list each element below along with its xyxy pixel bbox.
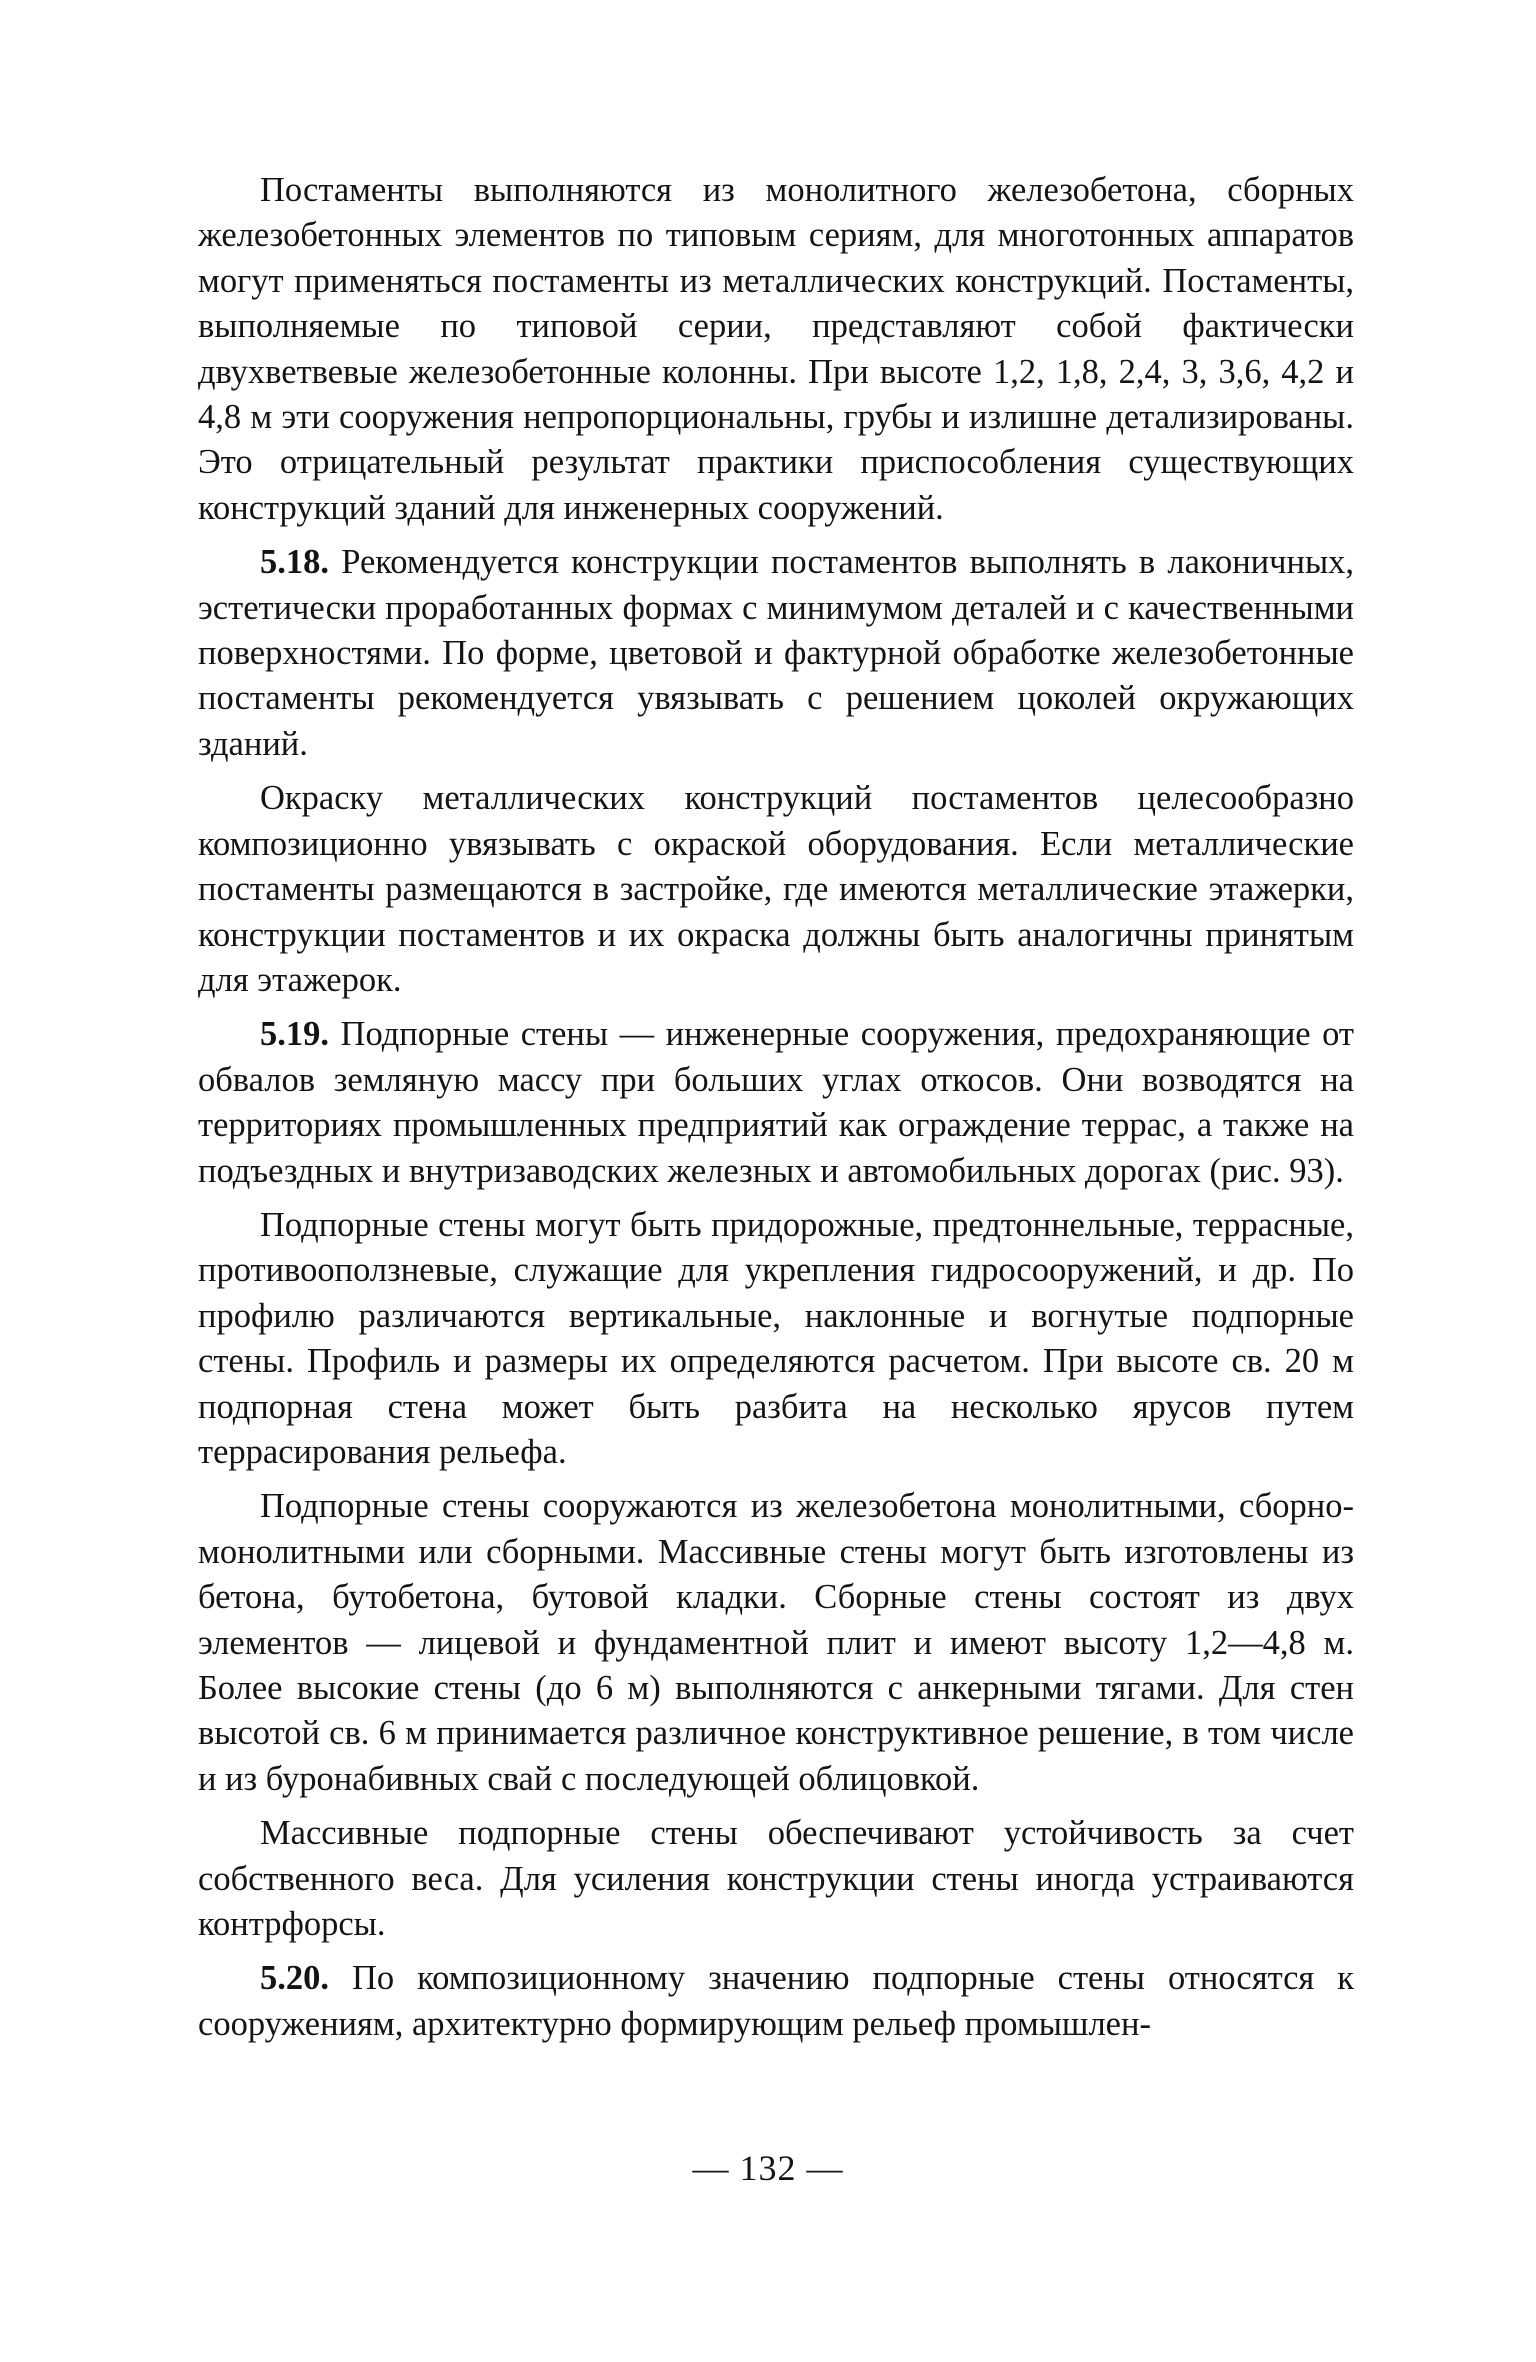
paragraph-text: Массивные подпорные стены обеспечивают устойчивость за счет собственного веса. Для усиления конструкции стены иногда устраиваются контрфорсы.: [198, 1814, 1354, 1944]
paragraph: [198, 168, 1354, 531]
section-number: 5.19.: [260, 1015, 329, 1054]
paragraph-text: Окраску металлических конструкций постаментов целесообразно композиционно увязывать с окраской оборудования. Если металлические постаменты размещаются в застройке, где имеются металлические этажерки, конструкции постаментов и их окраска должны быть аналогичны принятым для этажерок.: [198, 779, 1354, 999]
paragraph: [198, 540, 1354, 767]
paragraph-text: Подпорные стены — инженерные сооружения, предохраняющие от обвалов земляную массу при больших углах откосов. Они возводятся на территориях промышленных предприятий как ограждение террас, а также на подъездных и внутризаводских железных и автомобильных дорогах (рис. 93).: [198, 1015, 1354, 1190]
paragraph: [198, 1956, 1354, 2047]
paragraph-text: Подпорные стены могут быть придорожные, предтоннельные, террасные, противооползневые, служащие для укрепления гидросооружений, и др. По профилю различаются вертикальные, наклонные и вогнутые подпорные стены. Профиль и размеры их определяются расчетом. При высоте св. 20 м подпорная стена может быть разбита на несколько ярусов путем террасирования рельефа.: [198, 1205, 1354, 1471]
paragraph: [198, 776, 1354, 1003]
paragraph: [198, 1811, 1354, 1947]
paragraph: [198, 1484, 1354, 1802]
paragraph: [198, 1012, 1354, 1194]
section-number: 5.18.: [260, 543, 329, 582]
paragraph-text: Подпорные стены сооружаются из железобетона монолитными, сборно-монолитными или сборными. Массивные стены могут быть изготовлены из бетона, бутобетона, бутовой кладки. Сборные стены состоят из двух элементов — лицевой и фундаментной плит и имеют высоту 1,2—4,8 м. Более высокие стены (до 6 м) выполняются с анкерными тягами. Для стен высотой св. 6 м принимается различное конструктивное решение, в том числе и из буронабивных свай с последующей облицовкой.: [198, 1487, 1354, 1798]
paragraph-text: По композиционному значению подпорные стены относятся к сооружениям, архитектурно формирующим рельеф промышлен-: [198, 1959, 1355, 2043]
section-number: 5.20.: [260, 1959, 329, 1998]
paragraph: [198, 1203, 1354, 1475]
page-number: — 132 —: [692, 2148, 844, 2188]
paragraph-text: Постаменты выполняются из монолитного железобетона, сборных железобетонных элементов по типовым сериям, для многотонных аппаратов могут применяться постаменты из металлических конструкций. Постаменты, выполняемые по типовой серии, представляют собой фактически двухветвевые железобетонные колонны. При высоте 1,2, 1,8, 2,4, 3, 3,6, 4,2 и 4,8 м эти сооружения непропорциональны, грубы и излишне детализированы. Это отрицательный результат практики приспособления существующих конструкций зданий для инженерных сооружений.: [198, 171, 1354, 527]
page-body: [198, 168, 1354, 2047]
paragraph-text: Рекомендуется конструкции постаментов выполнять в лаконичных, эстетически проработанных формах с минимумом деталей и с качественными поверхностями. По форме, цветовой и фактурной обработке железобетонные постаменты рекомендуется увязывать с решением цоколей окружающих зданий.: [198, 543, 1355, 763]
